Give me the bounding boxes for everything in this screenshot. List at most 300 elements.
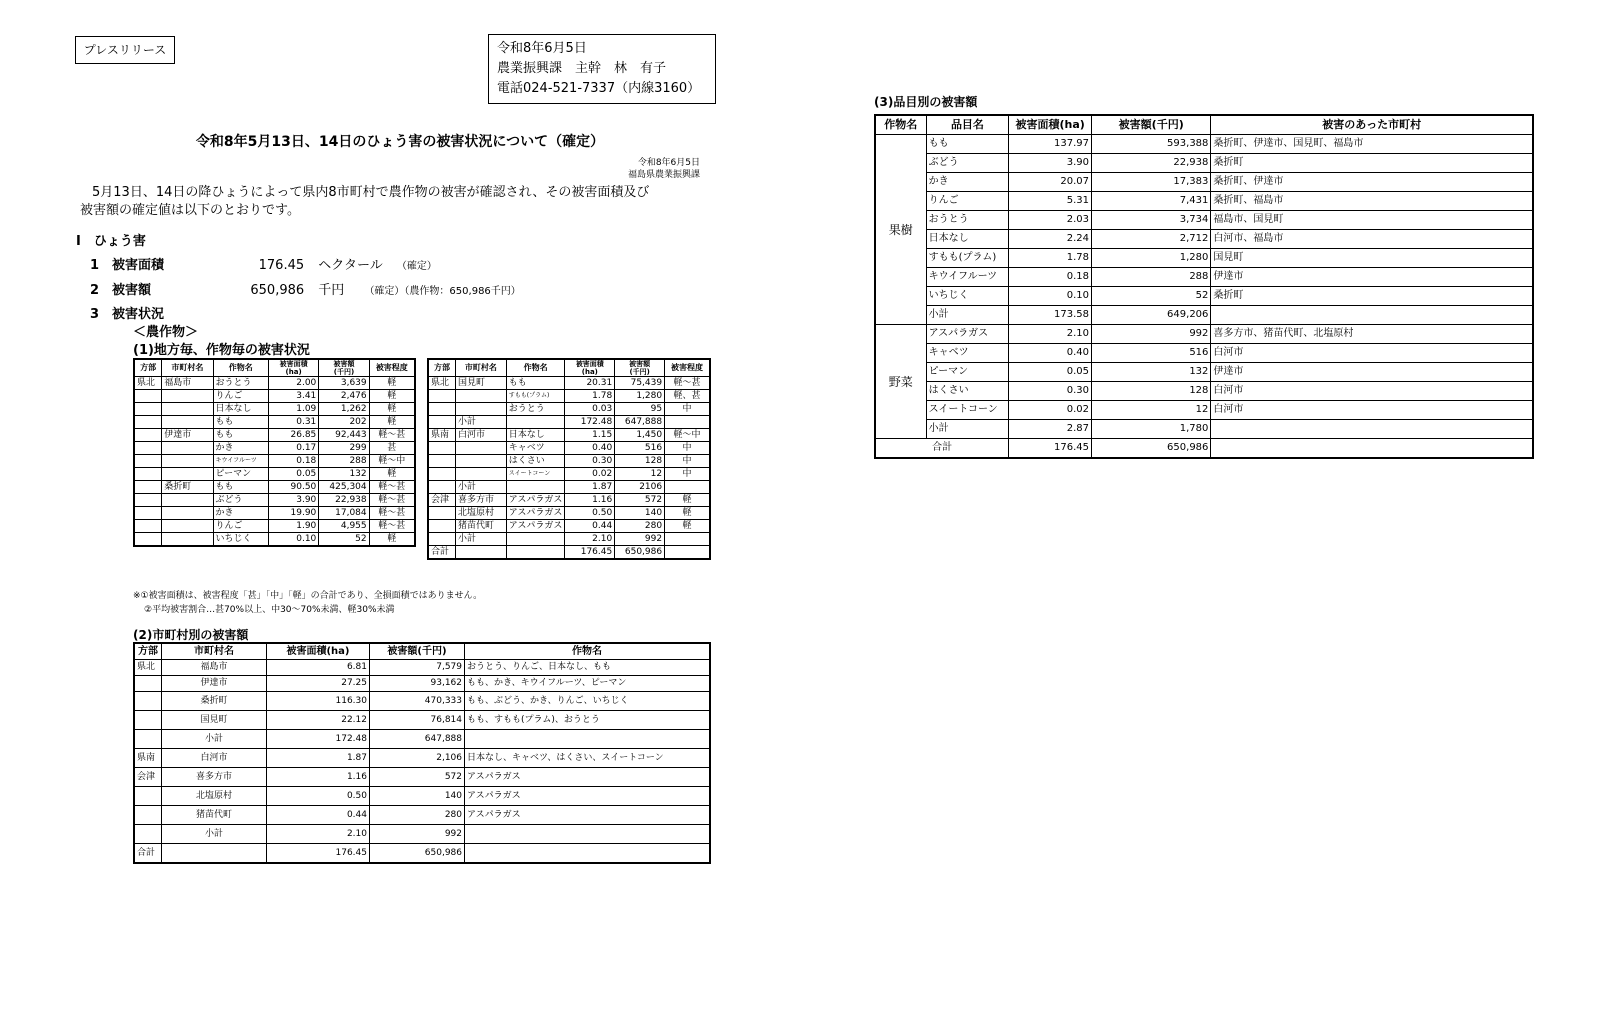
table-cell: 1,280 [1092, 249, 1211, 268]
table-cell: 県南 [428, 429, 455, 442]
column-header: 被害額(千円) [370, 643, 465, 660]
table-cell: 喜多方市 [455, 494, 506, 507]
table-1-right [427, 358, 711, 560]
table-cell [428, 520, 455, 533]
table-cell: ぶどう [926, 154, 1009, 173]
table-cell: 0.05 [268, 468, 318, 481]
table-row [134, 692, 710, 711]
table-cell: 22.12 [267, 711, 370, 730]
table-cell: 4,955 [319, 520, 369, 533]
table-cell: 0.30 [1009, 382, 1092, 401]
table-row [875, 306, 1533, 325]
table-row [428, 455, 710, 468]
table-cell [428, 481, 455, 494]
table-cell [506, 533, 565, 546]
table-cell: おうとう、りんご、日本なし、もも [465, 660, 711, 676]
table-cell: 12 [615, 468, 665, 481]
table-cell [134, 468, 162, 481]
table-cell: 76,814 [370, 711, 465, 730]
table-cell [134, 481, 162, 494]
table-row [134, 442, 415, 455]
column-header: 作物名 [465, 643, 711, 660]
area-note: （確定） [396, 261, 437, 272]
table-cell: アスパラガス [926, 325, 1009, 344]
table-cell: 白河市 [1211, 382, 1533, 401]
table-cell: 2.10 [1009, 325, 1092, 344]
table-row [875, 230, 1533, 249]
table-cell: 0.30 [565, 455, 615, 468]
intro-line-1: 5月13日、14日の降ひょうによって県内8市町村で農作物の被害が確認され、その被害面積及び [92, 185, 650, 200]
table-cell: 福島市、国見町 [1211, 211, 1533, 230]
table-cell: 132 [1092, 363, 1211, 382]
table-cell [665, 481, 710, 494]
table-cell: 0.50 [267, 787, 370, 806]
table-row [428, 468, 710, 481]
table-cell: 国見町 [455, 377, 506, 390]
table-row [134, 377, 415, 390]
table-cell: 合計 [428, 546, 455, 560]
table-cell: 喜多方市、猪苗代町、北塩原村 [1211, 325, 1533, 344]
table-cell: 0.40 [1009, 344, 1092, 363]
table-cell: 小計 [455, 481, 506, 494]
table-row [875, 287, 1533, 306]
table-cell: 福島市 [162, 377, 213, 390]
table-cell: 県北 [134, 377, 162, 390]
table-row [134, 416, 415, 429]
column-header: 被害面積 (ha) [268, 359, 318, 377]
table-row [134, 468, 415, 481]
table-cell: 軽 [369, 468, 415, 481]
table-cell: 0.03 [565, 403, 615, 416]
table-cell: もも [213, 429, 268, 442]
table-cell [162, 844, 267, 864]
table-cell [455, 455, 506, 468]
table-cell: 2.10 [565, 533, 615, 546]
table-cell [134, 416, 162, 429]
table-row [875, 363, 1533, 382]
table-row [134, 730, 710, 749]
table-cell: 176.45 [1009, 439, 1092, 459]
table-cell: 280 [370, 806, 465, 825]
table-cell: 140 [615, 507, 665, 520]
table-cell: 2.10 [267, 825, 370, 844]
table-cell: はくさい [926, 382, 1009, 401]
table-cell: 17,084 [319, 507, 369, 520]
table-cell [455, 442, 506, 455]
table-row [428, 520, 710, 533]
table-cell: アスパラガス [465, 806, 711, 825]
column-header: 市町村名 [162, 643, 267, 660]
table-cell: いちじく [926, 287, 1009, 306]
table-cell: 0.10 [1009, 287, 1092, 306]
table-cell: 0.02 [1009, 401, 1092, 420]
table-cell: 92,443 [319, 429, 369, 442]
table-row [875, 135, 1533, 154]
table-cell: 2,712 [1092, 230, 1211, 249]
table-cell: 北塩原村 [455, 507, 506, 520]
table-cell: 国見町 [1211, 249, 1533, 268]
table-cell [455, 403, 506, 416]
table-cell: 0.02 [565, 468, 615, 481]
intro-text [80, 184, 720, 220]
table-row [875, 249, 1533, 268]
table-cell: 軽～甚 [369, 481, 415, 494]
table-cell: 国見町 [162, 711, 267, 730]
table-row [428, 442, 710, 455]
table-cell: 647,888 [370, 730, 465, 749]
table-cell [428, 403, 455, 416]
table-cell [428, 533, 455, 546]
table-cell: すもも(プラム) [926, 249, 1009, 268]
table-cell: 1,280 [615, 390, 665, 403]
table-cell: 桑折町 [162, 692, 267, 711]
table-cell [455, 546, 506, 560]
table-cell: りんご [213, 390, 268, 403]
table-row [134, 507, 415, 520]
table-cell: はくさい [506, 455, 565, 468]
table-row [134, 455, 415, 468]
table-cell: すもも(プラム) [506, 390, 565, 403]
table-cell: 22,938 [319, 494, 369, 507]
table-cell: 52 [1092, 287, 1211, 306]
table-cell: 992 [1092, 325, 1211, 344]
column-header: 方部 [428, 359, 455, 377]
table-cell [162, 442, 213, 455]
table-cell: 0.17 [268, 442, 318, 455]
area-label: 1 被害面積 [90, 258, 165, 273]
table-cell: 日本なし [213, 403, 268, 416]
table-cell [162, 494, 213, 507]
total-row [875, 439, 1533, 459]
table-cell: 172.48 [565, 416, 615, 429]
subsection-1: (1)地方毎、作物毎の被害状況 [133, 343, 310, 358]
status-item: 3 被害状況 [90, 307, 165, 322]
table-cell: 県北 [428, 377, 455, 390]
table-cell: 桑折町 [162, 481, 213, 494]
table-cell: 172.48 [267, 730, 370, 749]
table-cell [665, 533, 710, 546]
page-title: 令和8年5月13日、14日のひょう害の被害状況について（確定） [195, 134, 605, 150]
column-header: 作物名 [506, 359, 565, 377]
table-cell: 小計 [455, 416, 506, 429]
table-cell: 2106 [615, 481, 665, 494]
table-row [134, 676, 710, 692]
column-header: 被害程度 [369, 359, 415, 377]
table-row [428, 481, 710, 494]
table-cell: 伊達市 [1211, 268, 1533, 287]
table-row [134, 403, 415, 416]
table-cell: 0.44 [565, 520, 615, 533]
table-cell: 176.45 [565, 546, 615, 560]
table-row [134, 825, 710, 844]
table-cell [134, 825, 162, 844]
column-header: 方部 [134, 359, 162, 377]
table-cell: 992 [370, 825, 465, 844]
table-cell: りんご [926, 192, 1009, 211]
table-cell: 470,333 [370, 692, 465, 711]
table-cell: 2,476 [319, 390, 369, 403]
table-cell: 桑折町、福島市 [1211, 192, 1533, 211]
column-header: 市町村名 [162, 359, 213, 377]
table-cell: 福島市 [162, 660, 267, 676]
table-cell: 軽 [665, 520, 710, 533]
table-cell: 27.25 [267, 676, 370, 692]
table-cell: 喜多方市 [162, 768, 267, 787]
table-cell: 白河市 [1211, 401, 1533, 420]
table-cell: 0.10 [268, 533, 318, 547]
subsection-3: (3)品目別の被害額 [874, 95, 978, 109]
table-cell: 93,162 [370, 676, 465, 692]
table-cell: 0.31 [268, 416, 318, 429]
column-header: 被害のあった市町村 [1211, 115, 1533, 135]
table-cell: 県南 [134, 749, 162, 768]
table-cell: 1,262 [319, 403, 369, 416]
table-cell: 75,439 [615, 377, 665, 390]
table-cell: 桑折町 [1211, 154, 1533, 173]
table-cell [134, 494, 162, 507]
table-cell: 3.90 [1009, 154, 1092, 173]
table-cell: 1.78 [1009, 249, 1092, 268]
table-cell: 軽～甚 [665, 377, 710, 390]
contact-dept: 農業振興課 主幹 林 有子 [497, 61, 667, 76]
table-cell: 1.87 [565, 481, 615, 494]
table-cell: 516 [615, 442, 665, 455]
amount-note: （確定）（農作物：650,986千円） [364, 286, 521, 297]
table-cell: 425,304 [319, 481, 369, 494]
table-cell: かき [213, 442, 268, 455]
table-cell: アスパラガス [465, 768, 711, 787]
table-cell: 647,888 [615, 416, 665, 429]
press-release-label: プレスリリース [75, 36, 175, 64]
table-cell: スイートコーン [926, 401, 1009, 420]
table-cell: 2,106 [370, 749, 465, 768]
table-cell: 17,383 [1092, 173, 1211, 192]
table-cell: 7,431 [1092, 192, 1211, 211]
table-cell: 1.09 [268, 403, 318, 416]
table-cell: 299 [319, 442, 369, 455]
column-header: 品目名 [926, 115, 1009, 135]
table-cell: キウイフルーツ [926, 268, 1009, 287]
category-cell: 野菜 [875, 325, 926, 439]
table-cell: 中 [665, 455, 710, 468]
table-row [428, 416, 710, 429]
table-cell: 52 [319, 533, 369, 547]
table-cell: 137.97 [1009, 135, 1092, 154]
table-cell: おうとう [213, 377, 268, 390]
table-cell: 白河市 [1211, 344, 1533, 363]
table-cell: 会津 [428, 494, 455, 507]
table-cell: 0.05 [1009, 363, 1092, 382]
table-row [428, 390, 710, 403]
table-cell: 軽～甚 [369, 520, 415, 533]
table-cell: 桑折町 [1211, 287, 1533, 306]
table-cell [506, 481, 565, 494]
table-cell: 1.16 [565, 494, 615, 507]
area-item [90, 254, 610, 273]
table-cell: 20.07 [1009, 173, 1092, 192]
table-row [134, 390, 415, 403]
table-cell: 白河市、福島市 [1211, 230, 1533, 249]
section-heading: Ⅰ ひょう害 [76, 234, 146, 249]
table-cell: 2.00 [268, 377, 318, 390]
table-cell: 5.31 [1009, 192, 1092, 211]
table-cell: 軽～中 [665, 429, 710, 442]
intro-line-2: 被害額の確定値は以下のとおりです。 [80, 203, 300, 218]
table-cell: 128 [615, 455, 665, 468]
table-cell [162, 520, 213, 533]
table-row [134, 520, 415, 533]
table-header-row [428, 359, 710, 377]
table-cell: 140 [370, 787, 465, 806]
table-row [428, 507, 710, 520]
table-cell: 1.78 [565, 390, 615, 403]
table-cell [134, 787, 162, 806]
table-cell: 19.90 [268, 507, 318, 520]
table-cell [134, 533, 162, 547]
table-cell: 12 [1092, 401, 1211, 420]
table-cell: 7,579 [370, 660, 465, 676]
table-cell: 176.45 [267, 844, 370, 864]
amount-value: 650,986 [250, 283, 305, 298]
table-cell: もも、すもも(プラム)、おうとう [465, 711, 711, 730]
column-header: 方部 [134, 643, 162, 660]
table-row [134, 533, 415, 547]
table-cell: 伊達市 [1211, 363, 1533, 382]
table-cell [134, 676, 162, 692]
amount-unit: 千円 [318, 283, 345, 298]
table-cell: 軽～中 [369, 455, 415, 468]
table-cell: 北塩原村 [162, 787, 267, 806]
crops-heading: ＜農作物＞ [133, 325, 199, 340]
table-cell [162, 390, 213, 403]
table-cell: キウイフルーツ [213, 455, 268, 468]
table-cell: 6.81 [267, 660, 370, 676]
table-cell: 1.90 [268, 520, 318, 533]
table-cell: もも、かき、キウイフルーツ、ピーマン [465, 676, 711, 692]
table-row [134, 660, 710, 676]
table-cell: 0.18 [268, 455, 318, 468]
table-cell: もも、ぶどう、かき、りんご、いちじく [465, 692, 711, 711]
table-cell: 288 [319, 455, 369, 468]
table-cell: 日本なし [506, 429, 565, 442]
table-cell [506, 416, 565, 429]
amount-item [90, 279, 650, 298]
table-cell: 0.40 [565, 442, 615, 455]
table-cell: 0.44 [267, 806, 370, 825]
table-row [134, 787, 710, 806]
table-cell [134, 520, 162, 533]
table-cell [162, 416, 213, 429]
column-header: 作物名 [213, 359, 268, 377]
table-cell [134, 730, 162, 749]
table-2 [133, 642, 711, 864]
table-cell [134, 455, 162, 468]
table-1-left [133, 358, 416, 547]
table-cell [428, 468, 455, 481]
table-3 [874, 114, 1534, 459]
table-cell: ピーマン [926, 363, 1009, 382]
table-row [875, 211, 1533, 230]
table-cell: 日本なし [926, 230, 1009, 249]
column-header: 被害程度 [665, 359, 710, 377]
table-cell [465, 844, 711, 864]
area-unit: ヘクタール [318, 258, 383, 273]
table-cell [428, 416, 455, 429]
table-cell: 県北 [134, 660, 162, 676]
table-cell: 3.90 [268, 494, 318, 507]
table-row [134, 749, 710, 768]
table-cell [134, 390, 162, 403]
table-row [428, 377, 710, 390]
table-cell: 軽 [665, 494, 710, 507]
table-cell: おうとう [506, 403, 565, 416]
table-cell: 202 [319, 416, 369, 429]
table-cell [134, 442, 162, 455]
table-cell: 2.24 [1009, 230, 1092, 249]
table-row [134, 494, 415, 507]
table-row [134, 768, 710, 787]
table-cell: 22,938 [1092, 154, 1211, 173]
table-cell: 288 [1092, 268, 1211, 287]
table-cell [134, 429, 162, 442]
table-cell: 3,639 [319, 377, 369, 390]
table-cell [428, 455, 455, 468]
table-row [875, 382, 1533, 401]
table-cell: 95 [615, 403, 665, 416]
table-cell: 650,986 [1092, 439, 1211, 459]
table-cell [162, 507, 213, 520]
contact-phone: 電話024-521-7337（内線3160） [497, 81, 701, 96]
contact-date: 令和8年6月5日 [497, 41, 587, 56]
table-cell: 猪苗代町 [455, 520, 506, 533]
table-cell [506, 546, 565, 560]
table-cell: 1.87 [267, 749, 370, 768]
table-cell: 中 [665, 403, 710, 416]
table-cell: 軽 [369, 377, 415, 390]
table-cell [428, 442, 455, 455]
table-cell: 猪苗代町 [162, 806, 267, 825]
table-cell: 日本なし、キャベツ、はくさい、スイートコーン [465, 749, 711, 768]
table-cell: アスパラガス [506, 494, 565, 507]
table-cell: キャベツ [926, 344, 1009, 363]
table-cell: 白河市 [162, 749, 267, 768]
table-cell: 593,388 [1092, 135, 1211, 154]
table-cell: 116.30 [267, 692, 370, 711]
table-cell: 20.31 [565, 377, 615, 390]
table-cell [134, 806, 162, 825]
column-header: 被害面積(ha) [1009, 115, 1092, 135]
table-cell [134, 403, 162, 416]
table-cell [1211, 420, 1533, 439]
table-cell: 軽～甚 [369, 494, 415, 507]
table-cell: 90.50 [268, 481, 318, 494]
table-cell [455, 468, 506, 481]
table-cell [428, 390, 455, 403]
table-cell [465, 825, 711, 844]
issuer: 福島県農業振興課 [627, 170, 700, 180]
column-header: 被害面積(ha) [267, 643, 370, 660]
column-header: 被害面積 (ha) [565, 359, 615, 377]
table-cell: 572 [615, 494, 665, 507]
table-row [875, 173, 1533, 192]
table-row [134, 844, 710, 864]
table-cell: 甚 [369, 442, 415, 455]
table-cell: もも [213, 481, 268, 494]
table-cell: 280 [615, 520, 665, 533]
table-cell: もも [506, 377, 565, 390]
table-cell [428, 507, 455, 520]
table-cell: アスパラガス [506, 507, 565, 520]
